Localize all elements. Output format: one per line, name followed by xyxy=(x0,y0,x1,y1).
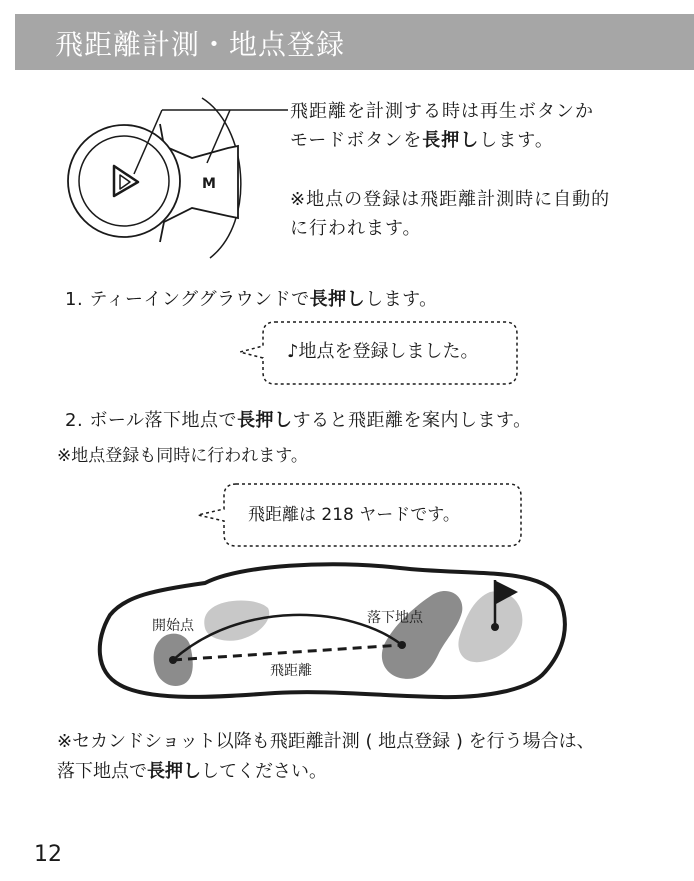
distance-label: 飛距離 xyxy=(270,663,312,679)
bottom-note-line-2: 落下地点で長押ししてください。 xyxy=(57,761,327,782)
step-1: 1. ティーインググラウンドで長押しします。 xyxy=(65,289,438,310)
bottom-note-line-1: ※セカンドショット以降も飛距離計測 ( 地点登録 ) を行う場合は、 xyxy=(57,731,595,752)
start-point-label: 開始点 xyxy=(152,618,194,634)
mode-button-label: M xyxy=(202,176,216,192)
intro-note-line-1: ※地点の登録は飛距離計測時に自動的 xyxy=(290,189,611,210)
voice-message-2: 飛距離は 218 ヤードです。 xyxy=(248,505,460,525)
start-point xyxy=(169,656,177,664)
step-2: 2. ボール落下地点で長押しすると飛距離を案内します。 xyxy=(65,410,532,431)
voice-message-1: ♪地点を登録しました。 xyxy=(287,341,479,362)
step-2-note: ※地点登録も同時に行われます。 xyxy=(57,446,308,466)
step-1-number: 1. xyxy=(65,289,84,310)
landing-point xyxy=(398,641,406,649)
bottom-note xyxy=(57,727,595,787)
step-2-number: 2. xyxy=(65,410,84,431)
intro-line-1: 飛距離を計測する時は再生ボタンか xyxy=(290,101,594,122)
intro-note-line-2: に行われます。 xyxy=(290,218,422,239)
landing-point-label: 落下地点 xyxy=(367,610,423,626)
section-title: 飛距離計測・地点登録 xyxy=(55,28,346,61)
intro-line-2: モードボタンを長押しします。 xyxy=(290,130,554,151)
page-number: 12 xyxy=(34,842,62,867)
